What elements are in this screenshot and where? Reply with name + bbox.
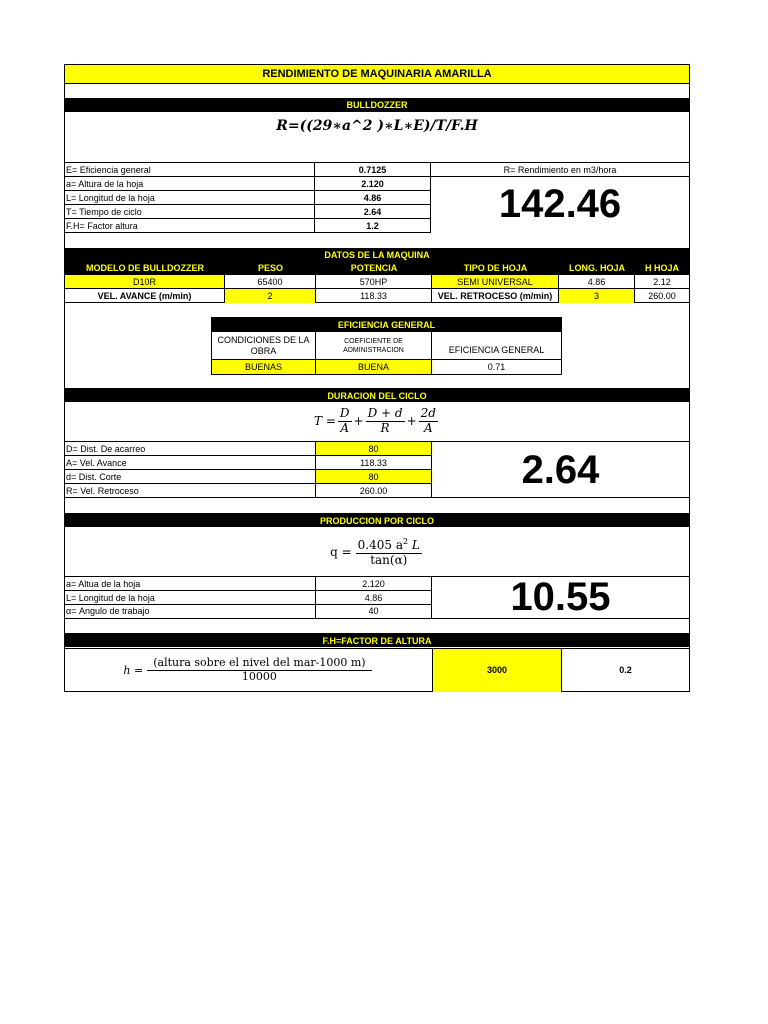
eficiencia-value: 0.71 [487,362,506,372]
col-h-hoja: H HOJA [635,261,689,275]
produccion-header: PRODUCCION POR CICLO [65,513,689,527]
formula-num: 2d [420,405,436,420]
formula-den: tan(α) [370,552,408,567]
formula-plus: + [406,414,417,428]
formula-lhs: T = [314,414,336,428]
cell: SEMI UNIVERSAL [432,275,559,289]
formula-den: 10000 [241,670,277,683]
coeficiente-value: BUENA [316,360,432,374]
param-label: L= Longitud de la hoja [65,591,316,605]
rendimiento-result: 142.46 [498,182,622,226]
formula-lhs: q = [330,545,352,559]
cell: VEL. AVANCE (m/min) [65,289,225,303]
formula-den: A [340,420,350,435]
param-value: 2.64 [315,205,431,219]
bulldozer-header: BULLDOZZER [65,98,689,112]
param-value: 80 [316,470,432,484]
factor-result: 0.2 [619,665,632,675]
datos-header: DATOS DE LA MAQUINA [65,248,689,261]
condiciones-value: BUENAS [212,360,316,374]
cell: 260.00 [648,291,676,301]
param-value: 1.2 [315,219,431,233]
eficiencia-table [211,317,562,375]
formula-plus: + [353,414,364,428]
produccion-result: 10.55 [510,575,611,619]
param-value: 2.120 [315,177,431,191]
spreadsheet [64,64,690,692]
cell: 3 [559,289,635,303]
param-value: 260.00 [316,484,432,498]
param-label: E= Eficiencia general [65,163,315,177]
formula-num: 0.405 a [357,537,403,552]
col-eficiencia: EFICIENCIA GENERAL [432,332,561,360]
col-modelo: MODELO DE BULLDOZZER [65,261,225,275]
col-long-hoja: LONG. HOJA [559,261,635,275]
param-value: 118.33 [316,456,432,470]
cell: 4.86 [559,275,635,289]
bulldozer-formula: R=((29∗a^2 )∗L∗E)/T/F.H [276,118,478,134]
col-coeficiente: COEFICIENTE DE ADMINISTRACION [316,332,432,360]
eficiencia-header: EFICIENCIA GENERAL [212,318,561,332]
param-value: 2.120 [316,577,432,591]
ciclo-result: 2.64 [521,448,600,492]
cell: 570HP [316,275,432,289]
factor-header: F.H=FACTOR DE ALTURA [65,633,689,647]
formula-num: D + d [367,405,403,420]
ciclo-formula [65,403,689,439]
param-label: D= Dist. De acarreo [65,442,316,456]
col-condiciones: CONDICIONES DE LA OBRA [212,332,316,360]
formula-num: L [408,537,420,552]
param-label: T= Tiempo de ciclo [65,205,315,219]
produccion-params [65,576,689,619]
param-value: 80 [316,442,432,456]
col-peso: PESO [225,261,316,275]
produccion-formula [65,529,689,575]
formula-lhs: h = [123,664,144,677]
ciclo-header: DURACION DEL CICLO [65,388,689,402]
bulldozer-params [65,162,689,234]
page-title: RENDIMIENTO DE MAQUINARIA AMARILLA [65,65,689,84]
formula-num: D [339,405,350,420]
ciclo-params [65,441,689,498]
formula-den: R [380,420,390,435]
param-label: α= Angulo de trabajo [65,605,316,618]
param-value: 4.86 [316,591,432,605]
param-label: A= Vel. Avance [65,456,316,470]
param-value: 40 [316,605,432,618]
datos-rows [65,275,689,303]
param-label: R= Vel. Retroceso [65,484,316,498]
formula-num: (altura sobre el nivel del mar-1000 m) [147,657,371,671]
factor-row [65,648,689,691]
col-potencia: POTENCIA [316,261,432,275]
col-tipo-hoja: TIPO DE HOJA [432,261,559,275]
formula-den: A [423,420,433,435]
param-label: F.H= Factor altura [65,219,315,233]
param-label: d= Dist. Corte [65,470,316,484]
cell: D10R [65,275,225,289]
result-label: R= Rendimiento en m3/hora [431,163,689,177]
cell: 2 [225,289,316,303]
formula-sup: 2 [403,536,409,546]
cell: 2.12 [635,275,689,289]
param-label: a= Altura de la hoja [65,177,315,191]
param-value: 4.86 [315,191,431,205]
cell: VEL. RETROCESO (m/min) [432,289,559,303]
cell: 65400 [225,275,316,289]
param-label: a= Altua de la hoja [65,577,316,591]
param-value: 0.7125 [315,163,431,177]
altitude-value: 3000 [432,649,562,692]
param-label: L= Longitud de la hoja [65,191,315,205]
datos-columns [65,261,689,275]
cell: 118.33 [316,289,432,303]
factor-formula [65,649,432,692]
